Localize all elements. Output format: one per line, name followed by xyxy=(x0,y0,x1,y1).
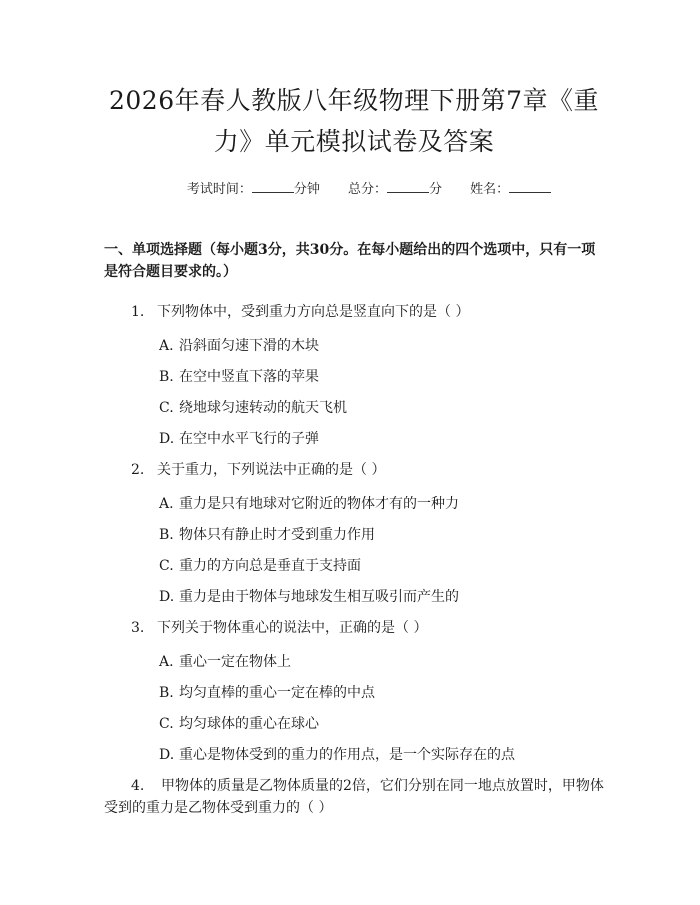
option-letter: A. xyxy=(159,338,174,354)
option-text: 重心一定在物体上 xyxy=(179,654,291,670)
option-a[interactable] xyxy=(159,651,604,673)
total-score-label: 总分： xyxy=(347,182,387,197)
option-letter: C. xyxy=(159,400,174,416)
option-list xyxy=(104,651,604,766)
option-text: 沿斜面匀速下滑的木块 xyxy=(179,338,319,354)
option-text: 重力是由于物体与地球发生相互吸引而产生的 xyxy=(179,589,459,605)
exam-time-field xyxy=(187,180,320,199)
option-letter: B. xyxy=(159,527,174,543)
option-letter: B. xyxy=(159,685,174,701)
option-b[interactable] xyxy=(159,524,604,546)
question-number: 2. xyxy=(131,462,145,478)
option-text: 物体只有静止时才受到重力作用 xyxy=(179,527,375,543)
total-score-blank[interactable] xyxy=(387,180,429,193)
option-c[interactable] xyxy=(159,713,604,735)
exam-time-unit: 分钟 xyxy=(293,182,320,197)
question-text: 下列物体中，受到重力方向总是竖直向下的是（ ） xyxy=(157,304,470,320)
option-letter: C. xyxy=(159,558,174,574)
question-3 xyxy=(104,617,604,766)
total-score-field xyxy=(348,180,442,199)
question-4 xyxy=(104,775,604,819)
option-letter: B. xyxy=(159,369,174,385)
option-letter: D. xyxy=(159,431,175,447)
option-c[interactable] xyxy=(159,555,604,577)
name-blank[interactable] xyxy=(509,180,551,193)
question-stem xyxy=(131,617,604,639)
question-number: 4. xyxy=(131,778,145,794)
option-letter: D. xyxy=(159,589,175,605)
option-c[interactable] xyxy=(159,397,604,419)
exam-info xyxy=(104,180,604,199)
option-letter: D. xyxy=(159,747,175,763)
option-b[interactable] xyxy=(159,682,604,704)
question-text: 关于重力，下列说法中正确的是（ ） xyxy=(157,462,386,478)
option-text: 在空中水平飞行的子弹 xyxy=(179,431,319,447)
option-letter: A. xyxy=(159,654,174,670)
total-score-unit: 分 xyxy=(429,182,443,197)
document-title: 2026年春人教版八年级物理下册第7章《重力》单元模拟试卷及答案 xyxy=(108,86,600,156)
option-a[interactable] xyxy=(159,335,604,357)
question-stem xyxy=(131,459,604,481)
name-field xyxy=(470,180,551,199)
option-list xyxy=(104,335,604,450)
option-text: 绕地球匀速转动的航天飞机 xyxy=(179,400,347,416)
option-d[interactable] xyxy=(159,586,604,608)
option-b[interactable] xyxy=(159,366,604,388)
option-text: 在空中竖直下落的苹果 xyxy=(179,369,319,385)
option-text: 重力是只有地球对它附近的物体才有的一种力 xyxy=(179,496,459,512)
option-text: 重心是物体受到的重力的作用点，是一个实际存在的点 xyxy=(179,747,515,763)
question-stem xyxy=(131,301,604,323)
option-text: 重力的方向总是垂直于支持面 xyxy=(179,558,361,574)
question-text: 甲物体的质量是乙物体质量的2倍，它们分别在同一地点放置时，甲物体受到的重力是乙物体受到重力的（ ） xyxy=(104,778,604,816)
option-list xyxy=(104,493,604,608)
section-heading: 一、单项选择题（每小题3分，共30分。在每小题给出的四个选项中，只有一项是符合题目要求的。） xyxy=(104,242,596,280)
question-stem xyxy=(104,775,604,819)
name-label: 姓名： xyxy=(470,182,510,197)
option-a[interactable] xyxy=(159,493,604,515)
exam-time-blank[interactable] xyxy=(252,180,294,193)
question-2 xyxy=(104,459,604,608)
option-letter: A. xyxy=(159,496,174,512)
option-d[interactable] xyxy=(159,744,604,766)
question-number: 3. xyxy=(131,620,145,636)
option-d[interactable] xyxy=(159,428,604,450)
exam-time-label: 考试时间： xyxy=(186,182,252,197)
question-text: 下列关于物体重心的说法中，正确的是（ ） xyxy=(157,620,428,636)
option-text: 均匀球体的重心在球心 xyxy=(179,716,319,732)
option-letter: C. xyxy=(159,716,174,732)
option-text: 均匀直棒的重心一定在棒的中点 xyxy=(179,685,375,701)
question-number: 1. xyxy=(131,304,145,320)
question-1 xyxy=(104,301,604,450)
